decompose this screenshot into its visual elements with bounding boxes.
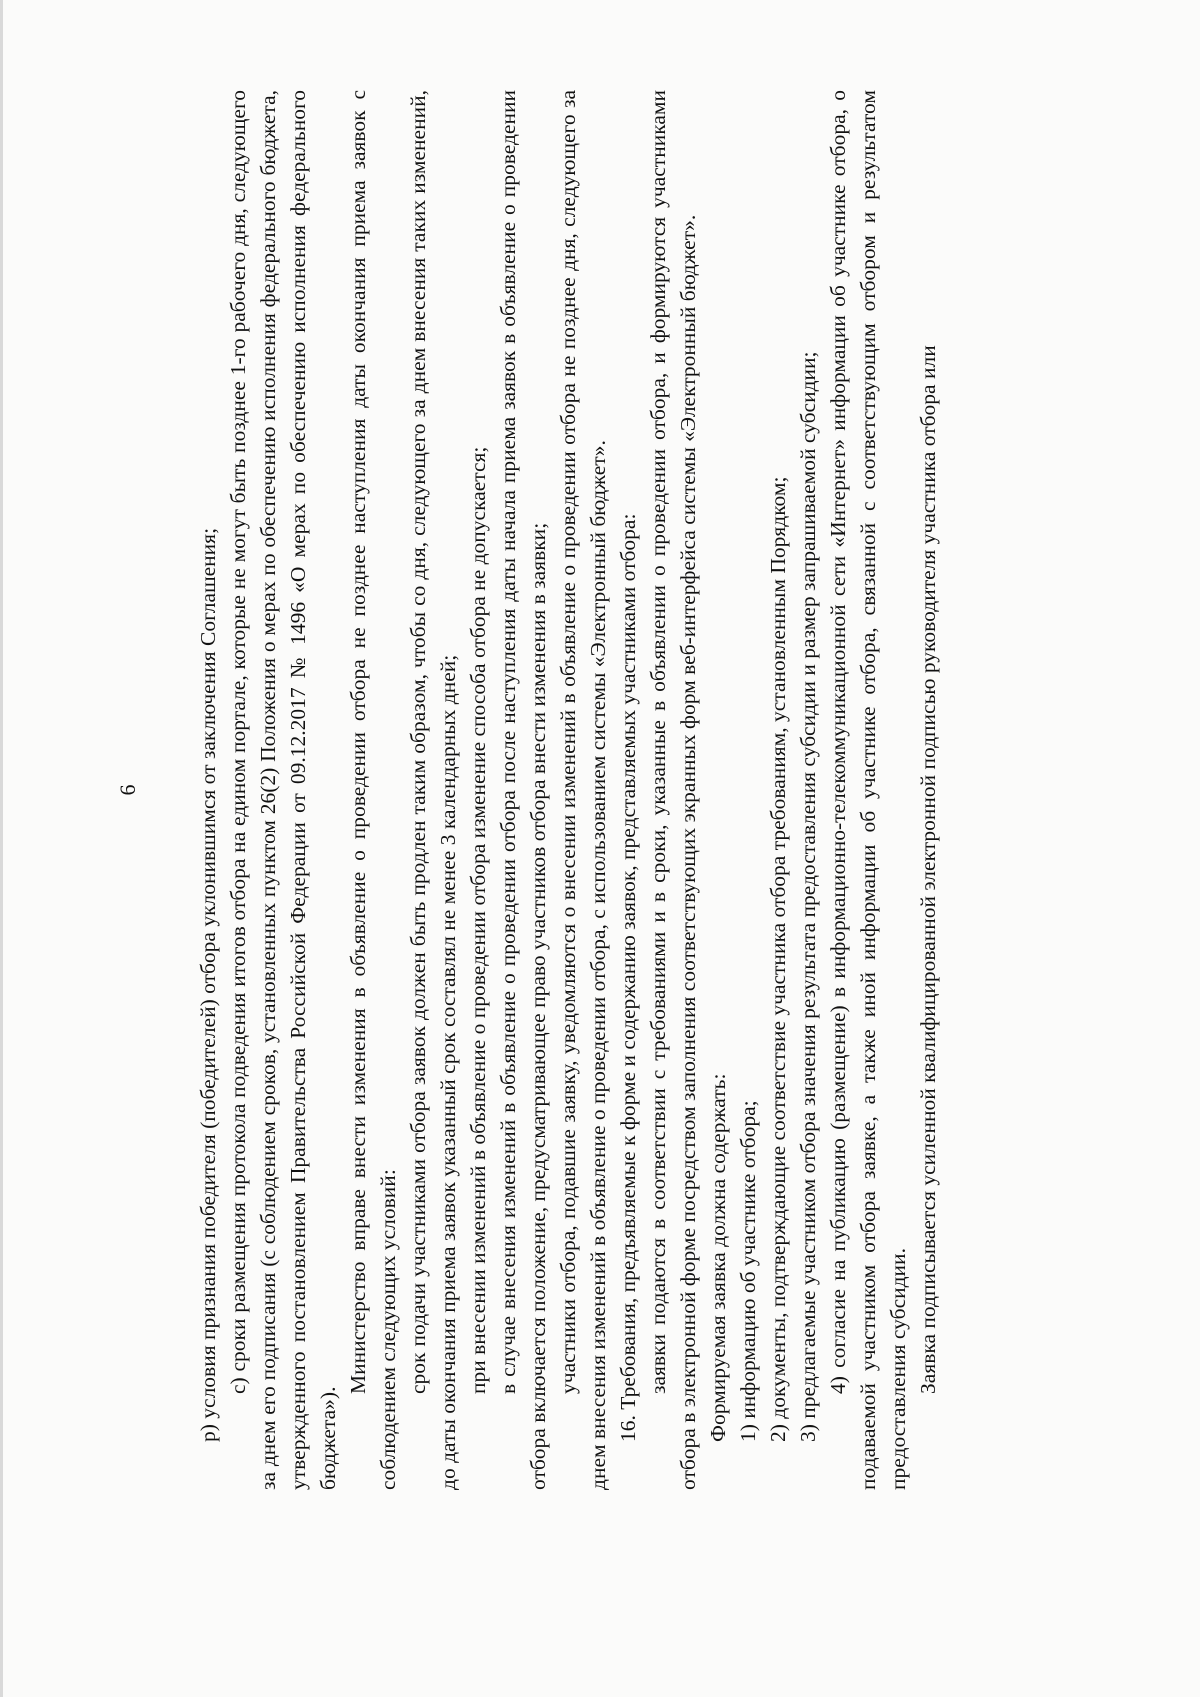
paragraph: заявки подаются в соответствии с требованиями и в сроки, указанные в объявлении о проведении отбора, и формируются участниками отбора в электронной форме посредством заполнения соответствующих экранных форм веб-интерфейса системы «Электронный бюджет». [646, 90, 700, 1490]
paragraph: 16. Требования, предъявляемые к форме и содержанию заявок, представляемых участниками отбора: [616, 513, 640, 1442]
page-number: 6 [115, 784, 140, 796]
paragraph: 4) согласие на публикацию (размещение) в информационно-телекоммуникационной сети «Интернет» информации об участнике отбора, о подаваемой участником отбора заявке, а также иной информации об участнике отбора, связанной с соответствующим отбором и результатом предоставления субсидии. [826, 90, 910, 1490]
rotated-text-block [113, 90, 1043, 1490]
scan-edge [0, 0, 3, 1697]
paragraph: 2) документы, подтверждающие соответствие участника отбора требованиям, установленным Порядком; [766, 476, 790, 1442]
paragraph: участники отбора, подавшие заявку, уведомляются о внесении изменений в объявление о проведении отбора не позднее дня, следующего за днем внесения изменений в объявление о проведении отбора, с использованием системы «Электронный бюджет». [556, 90, 610, 1490]
paragraph: в случае внесения изменений в объявление о проведении отбора после наступления даты начала приема заявок в объявление о проведении отбора включается положение, предусматривающее право участников отбора внести изменения в заявки; [496, 90, 550, 1490]
document-body [193, 90, 943, 1490]
paragraph: с) сроки размещения протокола подведения итогов отбора на едином портале, которые не могут быть позднее 1-го рабочего дня, следующего за днем его подписания (с соблюдением сроков, установленных пунктом 26(2) Положения о мерах по обеспечению исполнения федерального бюджета, утвержденного постановлением Правительства Российской Федерации от 09.12.2017 № 1496 «О мерах по обеспечению исполнения федерального бюджета»). [226, 90, 340, 1490]
paragraph: срок подачи участниками отбора заявок должен быть продлен таким образом, чтобы со дня, следующего за днем внесения таких изменений, до даты окончания приема заявок указанный срок составлял не менее 3 календарных дней; [406, 90, 460, 1490]
paragraph: при внесении изменений в объявление о проведении отбора изменение способа отбора не допускается; [466, 446, 490, 1394]
paragraph: Министерство вправе внести изменения в объявление о проведении отбора не позднее наступления даты окончания приема заявок с соблюдением следующих условий: [346, 90, 400, 1490]
paragraph: р) условия признания победителя (победителей) отбора уклонившимся от заключения Соглашения; [196, 527, 220, 1442]
paragraph: 3) предлагаемые участником отбора значения результата предоставления субсидии и размер запрашиваемой субсидии; [796, 351, 820, 1442]
paragraph: Заявка подписывается усиленной квалифицированной электронной подписью руководителя участника отбора или [916, 345, 940, 1394]
paragraph: Формируемая заявка должна содержать: [706, 1073, 730, 1442]
paragraph: 1) информацию об участнике отбора; [736, 1100, 760, 1442]
